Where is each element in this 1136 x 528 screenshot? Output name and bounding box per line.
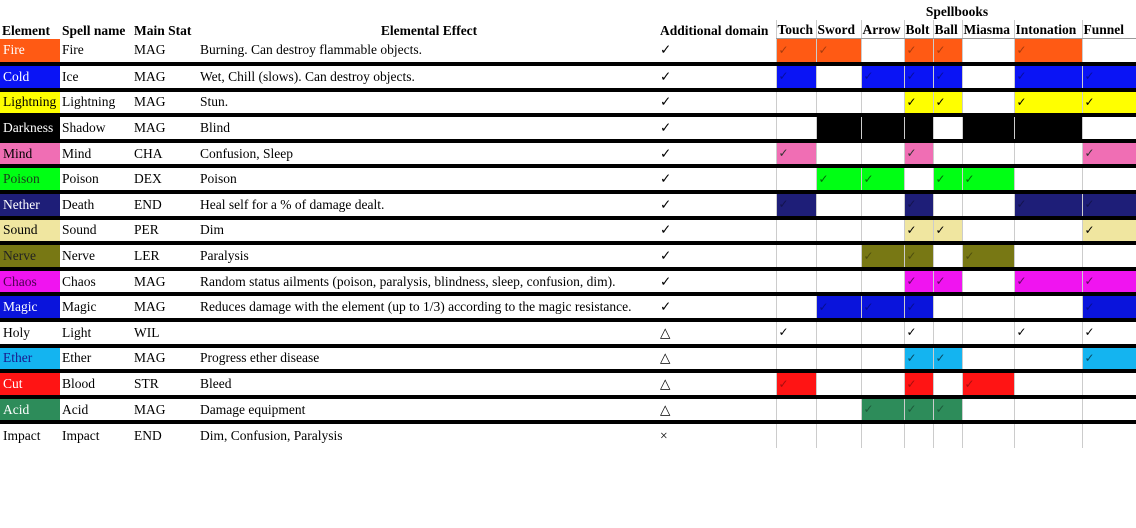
spell-name-cell: Ice [60, 64, 132, 90]
elemental-effect-cell: Paralysis [198, 243, 658, 269]
spellbook-cell-intonation [1014, 397, 1082, 423]
main-stat-cell: MAG [132, 346, 198, 372]
table-row [0, 422, 1136, 448]
table-row [0, 397, 1136, 423]
spellbook-cell-arrow: ✓ [861, 397, 904, 423]
spellbook-cell-bolt: ✓ [904, 243, 933, 269]
element-cell: Fire [0, 39, 60, 65]
header-book-sword: Sword [816, 20, 861, 39]
spellbook-cell-sword [816, 141, 861, 167]
additional-domain-cell: ✓ [658, 90, 776, 116]
spellbook-cell-bolt: ✓ [904, 320, 933, 346]
additional-domain-cell: ✓ [658, 64, 776, 90]
additional-domain-cell: △ [658, 397, 776, 423]
main-stat-cell: MAG [132, 269, 198, 295]
main-stat-cell: MAG [132, 294, 198, 320]
element-cell: Magic [0, 294, 60, 320]
spellbook-cell-touch [776, 346, 816, 372]
spell-name-cell: Magic [60, 294, 132, 320]
element-cell: Acid [0, 397, 60, 423]
element-cell: Cut [0, 371, 60, 397]
element-cell: Sound [0, 218, 60, 244]
header-additional-domain: Additional domain [660, 22, 769, 38]
spellbook-cell-arrow [861, 422, 904, 448]
spellbook-cell-miasma [962, 397, 1014, 423]
header-elemental-effect: Elemental Effect [380, 22, 478, 38]
spellbook-cell-touch: ✓ [776, 141, 816, 167]
spellbook-cell-bolt: ✓ [904, 218, 933, 244]
spellbook-cell-intonation [1014, 346, 1082, 372]
spellbook-cell-ball: ✓ [933, 397, 962, 423]
spellbook-cell-ball: ✓ [933, 64, 962, 90]
spellbook-cell-arrow [861, 141, 904, 167]
additional-domain-cell: △ [658, 371, 776, 397]
additional-domain-cell: △ [658, 346, 776, 372]
spellbook-cell-funnel: ✓ [1082, 294, 1136, 320]
elemental-effect-cell: Damage equipment [198, 397, 658, 423]
spellbook-cell-miasma [962, 320, 1014, 346]
spellbook-cell-touch [776, 422, 816, 448]
spellbook-cell-bolt [904, 422, 933, 448]
header-spell-name: Spell name [62, 22, 126, 38]
spellbook-cell-bolt [904, 166, 933, 192]
spellbook-cell-bolt: ✓ [904, 115, 933, 141]
spellbook-cell-miasma [962, 346, 1014, 372]
spellbook-cell-miasma [962, 294, 1014, 320]
spellbook-cell-funnel: ✓ [1082, 269, 1136, 295]
spellbook-cell-intonation: ✓ [1014, 64, 1082, 90]
spellbook-cell-touch [776, 218, 816, 244]
spellbook-cell-intonation [1014, 141, 1082, 167]
main-stat-cell: LER [132, 243, 198, 269]
spell-name-cell: Mind [60, 141, 132, 167]
additional-domain-cell: ✓ [658, 243, 776, 269]
spellbook-cell-intonation [1014, 294, 1082, 320]
spellbook-cell-ball [933, 115, 962, 141]
spellbook-cell-bolt: ✓ [904, 39, 933, 65]
spellbook-cell-touch: ✓ [776, 320, 816, 346]
table-row [0, 166, 1136, 192]
spellbook-cell-bolt: ✓ [904, 269, 933, 295]
table-row [0, 218, 1136, 244]
elemental-effect-cell: Stun. [198, 90, 658, 116]
table-row [0, 39, 1136, 65]
spellbook-cell-arrow [861, 371, 904, 397]
main-stat-cell: END [132, 192, 198, 218]
main-stat-cell: END [132, 422, 198, 448]
spellbook-cell-ball [933, 320, 962, 346]
spellbook-cell-sword [816, 192, 861, 218]
spellbook-cell-funnel [1082, 115, 1136, 141]
additional-domain-cell: ✓ [658, 294, 776, 320]
spellbook-cell-bolt: ✓ [904, 64, 933, 90]
spellbook-cell-ball [933, 294, 962, 320]
element-cell: Holy [0, 320, 60, 346]
spellbook-cell-bolt: ✓ [904, 141, 933, 167]
table-row [0, 346, 1136, 372]
additional-domain-cell: ✓ [658, 218, 776, 244]
spellbook-cell-ball: ✓ [933, 166, 962, 192]
spellbook-cell-ball: ✓ [933, 90, 962, 116]
additional-domain-cell: ✓ [658, 166, 776, 192]
spellbook-cell-bolt: ✓ [904, 397, 933, 423]
spellbook-cell-intonation [1014, 371, 1082, 397]
spellbook-cell-sword: ✓ [816, 166, 861, 192]
main-stat-cell: MAG [134, 42, 166, 58]
main-stat-cell: MAG [132, 90, 198, 116]
main-stat-cell: MAG [132, 397, 198, 423]
spellbook-cell-touch [776, 243, 816, 269]
spellbook-cell-sword: ✓ [816, 294, 861, 320]
spellbook-cell-ball [933, 422, 962, 448]
spellbook-cell-arrow [861, 39, 904, 65]
spell-name-cell: Acid [60, 397, 132, 423]
spellbook-cell-miasma [962, 192, 1014, 218]
additional-domain-cell: × [658, 422, 776, 448]
elemental-effect-cell: Burning. Can destroy flammable objects. [200, 42, 422, 58]
elemental-effect-cell: Dim [198, 218, 658, 244]
spellbook-cell-funnel: ✓ [1082, 320, 1136, 346]
spellbook-cell-touch: ✓ [776, 192, 816, 218]
spellbook-cell-ball: ✓ [933, 39, 962, 65]
spellbook-cell-intonation: ✓ [1014, 192, 1082, 218]
spellbook-cell-funnel: ✓ [1082, 192, 1136, 218]
table-row [0, 371, 1136, 397]
spellbook-cell-arrow [861, 269, 904, 295]
spellbook-cell-miasma: ✓ [962, 115, 1014, 141]
spellbook-cell-touch [776, 166, 816, 192]
spell-name-cell: Blood [60, 371, 132, 397]
spellbook-cell-ball: ✓ [933, 218, 962, 244]
spellbook-cell-funnel: ✓ [1082, 346, 1136, 372]
elemental-effect-cell: Poison [198, 166, 658, 192]
element-cell: Mind [0, 141, 60, 167]
spellbook-cell-arrow [861, 320, 904, 346]
elemental-effect-cell: Dim, Confusion, Paralysis [198, 422, 658, 448]
spellbook-cell-touch: ✓ [776, 64, 816, 90]
header-book-intonation: Intonation [1014, 20, 1082, 39]
spellbook-cell-sword [816, 320, 861, 346]
spellbook-cell-sword [816, 90, 861, 116]
table-row [0, 141, 1136, 167]
spell-name-cell: Chaos [60, 269, 132, 295]
header-main-stat: Main Stat [134, 22, 192, 38]
spellbook-cell-funnel [1082, 397, 1136, 423]
spell-name-cell: Shadow [60, 115, 132, 141]
spellbook-cell-intonation: ✓ [1014, 320, 1082, 346]
spellbook-cell-bolt: ✓ [904, 192, 933, 218]
spellbook-cell-touch [776, 269, 816, 295]
main-stat-cell: MAG [132, 64, 198, 90]
spellbook-cell-ball [933, 192, 962, 218]
elemental-effect-cell: Bleed [198, 371, 658, 397]
spellbook-cell-miasma [962, 422, 1014, 448]
spell-name-cell: Light [60, 320, 132, 346]
elemental-effect-cell: Confusion, Sleep [198, 141, 658, 167]
spellbook-cell-funnel: ✓ [1082, 90, 1136, 116]
elemental-effect-cell: Reduces damage with the element (up to 1/3) according to the magic resistance. [198, 294, 658, 320]
table-row [0, 90, 1136, 116]
element-cell: Lightning [0, 90, 60, 116]
table-row [0, 192, 1136, 218]
element-cell: Nerve [0, 243, 60, 269]
additional-domain-cell: ✓ [658, 115, 776, 141]
spellbook-cell-funnel [1082, 39, 1136, 65]
spellbook-cell-touch [776, 397, 816, 423]
spell-name-cell: Lightning [60, 90, 132, 116]
spellbook-cell-miasma [962, 218, 1014, 244]
table-row [0, 64, 1136, 90]
spell-name-cell: Nerve [60, 243, 132, 269]
element-cell: Nether [0, 192, 60, 218]
main-stat-cell: DEX [132, 166, 198, 192]
spellbook-cell-intonation: ✓ [1014, 269, 1082, 295]
main-stat-cell: STR [132, 371, 198, 397]
spellbook-cell-ball: ✓ [933, 346, 962, 372]
spellbook-cell-intonation [1014, 166, 1082, 192]
elemental-effect-cell: Heal self for a % of damage dealt. [198, 192, 658, 218]
table-row [0, 294, 1136, 320]
additional-domain-cell: △ [658, 320, 776, 346]
spellbook-cell-arrow: ✓ [861, 294, 904, 320]
element-cell: Cold [0, 64, 60, 90]
spellbook-cell-funnel: ✓ [1082, 141, 1136, 167]
spellbook-cell-miasma: ✓ [962, 371, 1014, 397]
spellbook-cell-intonation [1014, 422, 1082, 448]
spellbook-cell-miasma [962, 141, 1014, 167]
spellbook-cell-ball [933, 371, 962, 397]
spellbook-cell-bolt: ✓ [904, 90, 933, 116]
element-cell: Chaos [0, 269, 60, 295]
spellbook-cell-miasma: ✓ [962, 166, 1014, 192]
spell-name-cell: Sound [60, 218, 132, 244]
spellbook-cell-ball [933, 243, 962, 269]
table-row [0, 320, 1136, 346]
header-spellbooks: Spellbooks [925, 4, 989, 19]
spellbook-cell-touch: ✓ [776, 371, 816, 397]
spellbook-cell-sword [816, 243, 861, 269]
elemental-effect-cell: Wet, Chill (slows). Can destroy objects. [198, 64, 658, 90]
spellbook-cell-sword [816, 269, 861, 295]
spellbook-cell-funnel: ✓ [1082, 64, 1136, 90]
spellbook-cell-bolt: ✓ [904, 371, 933, 397]
table-row [0, 269, 1136, 295]
spellbook-cell-miasma [962, 90, 1014, 116]
spellbook-cell-touch [776, 294, 816, 320]
spellbook-cell-touch [776, 115, 816, 141]
table-row [0, 115, 1136, 141]
elemental-effect-cell [198, 320, 658, 346]
main-stat-cell: WIL [132, 320, 198, 346]
spellbook-cell-funnel: ✓ [1082, 218, 1136, 244]
spellbook-cell-sword [816, 371, 861, 397]
spellbook-cell-miasma [962, 64, 1014, 90]
spellbook-cell-miasma [962, 39, 1014, 65]
spellbook-cell-bolt: ✓ [904, 294, 933, 320]
additional-domain-cell: ✓ [658, 269, 776, 295]
spellbook-cell-arrow: ✓ [861, 64, 904, 90]
spellbook-cell-sword [816, 64, 861, 90]
elemental-effect-cell: Progress ether disease [198, 346, 658, 372]
element-cell: Darkness [0, 115, 60, 141]
element-cell: Ether [0, 346, 60, 372]
spellbook-cell-arrow: ✓ [861, 243, 904, 269]
spell-name-cell: Poison [60, 166, 132, 192]
spellbook-cell-arrow: ✓ [861, 115, 904, 141]
spellbook-cell-arrow [861, 346, 904, 372]
additional-domain-cell: ✓ [660, 42, 672, 58]
spellbook-cell-funnel [1082, 243, 1136, 269]
spellbook-cell-intonation [1014, 218, 1082, 244]
elemental-effect-cell: Random status ailments (poison, paralysis, blindness, sleep, confusion, dim). [198, 269, 658, 295]
spell-name-cell: Ether [60, 346, 132, 372]
spellbook-cell-intonation [1014, 243, 1082, 269]
spellbook-cell-intonation: ✓ [1014, 90, 1082, 116]
spellbook-cell-bolt: ✓ [904, 346, 933, 372]
spellbook-cell-touch: ✓ [776, 39, 816, 65]
spellbook-cell-ball: ✓ [933, 269, 962, 295]
spell-name-cell: Impact [60, 422, 132, 448]
spellbook-cell-arrow [861, 90, 904, 116]
header-book-miasma: Miasma [962, 20, 1014, 39]
spellbook-cell-sword [816, 397, 861, 423]
spellbook-cell-miasma: ✓ [962, 243, 1014, 269]
spellbook-cell-funnel [1082, 371, 1136, 397]
spellbook-cell-intonation: ✓ [1014, 115, 1082, 141]
spellbook-cell-miasma [962, 269, 1014, 295]
additional-domain-cell: ✓ [658, 192, 776, 218]
spellbook-cell-sword [816, 218, 861, 244]
spellbook-cell-funnel [1082, 166, 1136, 192]
spellbook-cell-sword [816, 346, 861, 372]
header-book-ball: Ball [933, 20, 962, 39]
element-cell: Poison [0, 166, 60, 192]
additional-domain-cell: ✓ [658, 141, 776, 167]
spellbook-cell-sword: ✓ [816, 115, 861, 141]
spell-name-cell: Death [60, 192, 132, 218]
main-stat-cell: CHA [132, 141, 198, 167]
spellbook-cell-sword: ✓ [816, 39, 861, 65]
header-book-funnel: Funnel [1082, 20, 1136, 39]
main-stat-cell: PER [132, 218, 198, 244]
element-cell: Impact [0, 422, 60, 448]
spell-name-cell: Fire [62, 42, 84, 58]
header-book-arrow: Arrow [861, 20, 904, 39]
spellbook-cell-intonation: ✓ [1014, 39, 1082, 65]
header-book-touch: Touch [776, 20, 816, 39]
spellbook-cell-arrow [861, 192, 904, 218]
spellbook-cell-arrow [861, 218, 904, 244]
spellbook-cell-ball [933, 141, 962, 167]
spellbook-cell-arrow: ✓ [861, 166, 904, 192]
spellbook-cell-touch [776, 90, 816, 116]
elemental-effect-cell: Blind [198, 115, 658, 141]
table-row [0, 243, 1136, 269]
main-stat-cell: MAG [132, 115, 198, 141]
spellbook-cell-funnel [1082, 422, 1136, 448]
spellbook-cell-sword [816, 422, 861, 448]
header-book-bolt: Bolt [904, 20, 933, 39]
header-element: Element [2, 22, 50, 38]
